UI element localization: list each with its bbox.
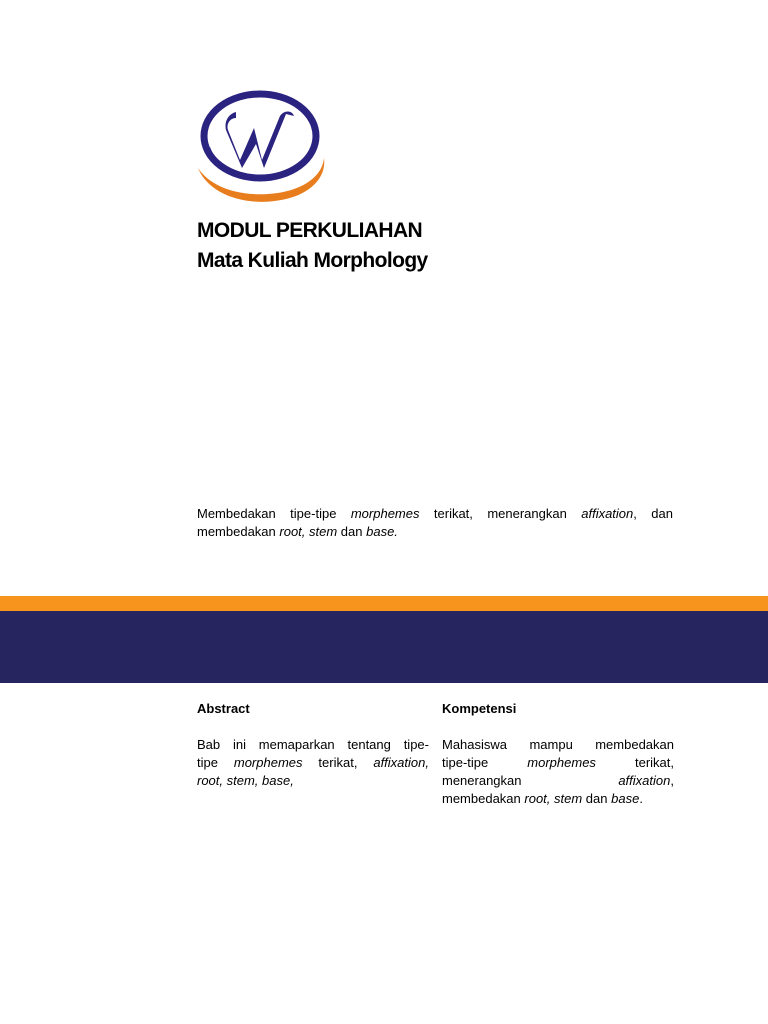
kompetensi-line-1: Mahasiswa mampu membedakan bbox=[442, 737, 674, 752]
summary-line-2: membedakan root, stem dan base. bbox=[197, 524, 398, 539]
kompetensi-line-2: tipe-tipe morphemes terikat, bbox=[442, 755, 674, 770]
abstract-line-1: Bab ini memaparkan tentang tipe- bbox=[197, 737, 429, 752]
w-swoosh-logo-icon bbox=[196, 88, 328, 206]
module-heading: MODUL PERKULIAHAN bbox=[197, 219, 423, 242]
abstract-body bbox=[197, 736, 429, 790]
kompetensi-heading: Kompetensi bbox=[442, 701, 517, 716]
kompetensi-column bbox=[442, 700, 674, 808]
orange-band bbox=[0, 596, 768, 611]
abstract-column bbox=[197, 700, 429, 790]
navy-band bbox=[0, 611, 768, 683]
kompetensi-line-4: membedakan root, stem dan base. bbox=[442, 791, 643, 806]
title-block bbox=[197, 216, 677, 276]
kompetensi-body bbox=[442, 736, 674, 808]
abstract-heading: Abstract bbox=[197, 701, 250, 716]
abstract-line-3: root, stem, base, bbox=[197, 773, 294, 788]
course-title: Mata Kuliah Morphology bbox=[197, 249, 428, 272]
kompetensi-line-3: menerangkan affixation, bbox=[442, 773, 674, 788]
abstract-line-2: tipe morphemes terikat, affixation, bbox=[197, 755, 429, 770]
module-summary bbox=[197, 505, 673, 541]
summary-line-1: Membedakan tipe-tipe morphemes terikat, menerangkan affixation, dan bbox=[197, 506, 673, 521]
logo-w-letter bbox=[225, 112, 294, 169]
